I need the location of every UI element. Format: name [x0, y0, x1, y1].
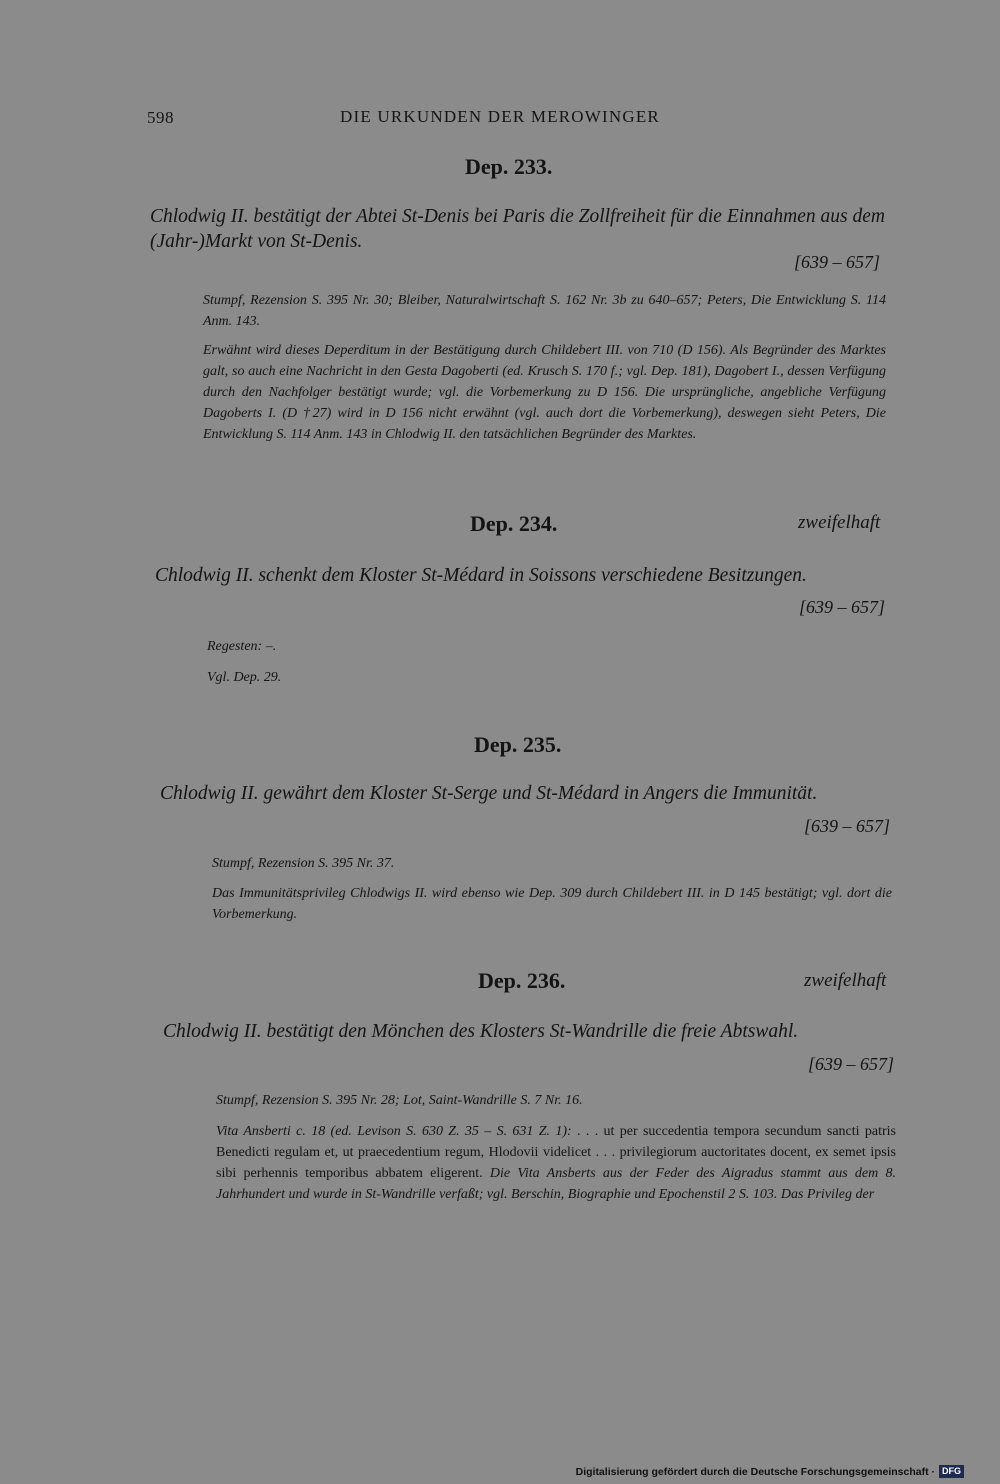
- entry-note-235-2: Das Immunitätsprivileg Chlodwigs II. wird ebenso wie Dep. 309 durch Childebert III. in D 145 bestätigt; vgl. dort die Vorbemerkung.: [212, 886, 892, 922]
- entry-date-234: [639 – 657]: [798, 597, 885, 617]
- entry-heading-236: Dep. 236.: [478, 968, 566, 993]
- entry-summary-234: Chlodwig II. schenkt dem Kloster St-Médard in Soissons verschiedene Besitzungen.: [155, 565, 807, 586]
- digitization-footer: [576, 1465, 964, 1478]
- vita-continuation: Die Vita Ansberts aus der Feder des Aigradus stammt aus dem 8. Jahrhundert und wurde in St-Wandrille verfaßt; vgl. Berschin, Biographie und Epochenstil 2 S. 103. Das Privileg der: [216, 1166, 896, 1202]
- page-number: 598: [147, 108, 174, 127]
- entry-date-233: [639 – 657]: [793, 252, 880, 272]
- entry-summary-233: Chlodwig II. bestätigt der Abtei St-Denis bei Paris die Zollfreiheit für die Einnahmen aus dem (Jahr-)Markt von St-Denis.: [150, 206, 885, 252]
- dubious-label-236: zweifelhaft: [804, 970, 887, 991]
- dubious-label-234: zweifelhaft: [798, 512, 881, 533]
- dfg-logo-icon: DFG: [939, 1465, 964, 1478]
- vita-quote: . . . ut per succedentia tempora secundum sancti patris Benedicti regulam et, ut praecedentium regum, Hlodovii videlicet . . . privilegiorum auctoritates docent, ex semet ipsis sibi perhennis temporibus abbatem eligerent.: [216, 1124, 896, 1181]
- entry-note-236-1: Stumpf, Rezension S. 395 Nr. 28; Lot, Saint-Wandrille S. 7 Nr. 16.: [216, 1093, 583, 1108]
- entry-note-236-2: [216, 1121, 896, 1205]
- running-head: DIE URKUNDEN DER MEROWINGER: [340, 107, 660, 126]
- entry-note-235-1: Stumpf, Rezension S. 395 Nr. 37.: [212, 856, 395, 871]
- entry-note-233-2: Erwähnt wird dieses Deperditum in der Bestätigung durch Childebert III. von 710 (D 156). Als Begründer des Marktes galt, so auch eine Nachricht in den Gesta Dagoberti (ed. Krusch S. 170 f.; vgl. Dep. 181), Dagobert I., dessen Verfügung durch den Nachfolger bestätigt wurde; vgl. die Vorbemerkung zu D 156. Die ursprüngliche, angebliche Verfügung Dagoberts I. (D †27) wird in D 156 nicht erwähnt (vgl. auch dort die Vorbemerkung), deswegen sieht Peters, Die Entwicklung S. 114 Anm. 143 in Chlodwig II. den tatsächlichen Begründer des Marktes.: [203, 343, 886, 442]
- vita-reference: Vita Ansberti c. 18 (ed. Levison S. 630 Z. 35 – S. 631 Z. 1):: [216, 1124, 578, 1139]
- entry-summary-236: Chlodwig II. bestätigt den Mönchen des Klosters St-Wandrille die freie Abtswahl.: [163, 1021, 799, 1042]
- entry-date-236: [639 – 657]: [807, 1054, 894, 1074]
- entry-heading-234: Dep. 234.: [470, 511, 558, 536]
- entry-heading-233: Dep. 233.: [465, 154, 553, 179]
- entry-note-234-2: Vgl. Dep. 29.: [207, 670, 282, 685]
- entry-date-235: [639 – 657]: [803, 816, 890, 836]
- entry-note-234-1: Regesten: –.: [207, 639, 277, 654]
- entry-heading-235: Dep. 235.: [474, 732, 562, 757]
- footer-text: Digitalisierung gefördert durch die Deutsche Forschungsgemeinschaft ·: [575, 1465, 935, 1478]
- entry-summary-235: Chlodwig II. gewährt dem Kloster St-Serge und St-Médard in Angers die Immunität.: [160, 783, 818, 804]
- entry-note-233-1: Stumpf, Rezension S. 395 Nr. 30; Bleiber, Naturalwirtschaft S. 162 Nr. 3b zu 640–657; Peters, Die Entwicklung S. 114 Anm. 143.: [203, 293, 886, 329]
